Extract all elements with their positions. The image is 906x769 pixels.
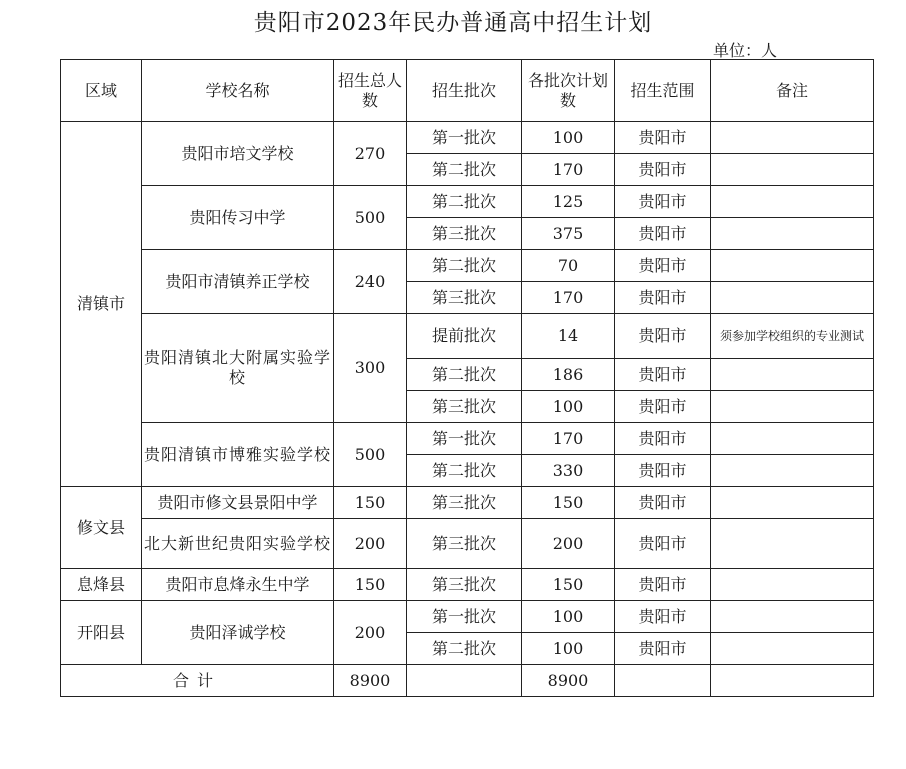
note-cell (711, 455, 874, 487)
total-cell: 150 (334, 487, 407, 519)
scope-cell: 贵阳市 (615, 487, 711, 519)
unit-label: 单位：人 (713, 41, 778, 60)
scope-cell: 贵阳市 (615, 282, 711, 314)
region-cell: 息烽县 (61, 569, 142, 601)
header-scope: 招生范围 (615, 60, 711, 122)
count-cell: 70 (522, 250, 615, 282)
region-cell: 修文县 (61, 487, 142, 569)
school-name-cell: 贵阳市息烽永生中学 (142, 569, 334, 601)
table-row (61, 519, 874, 569)
scope-cell: 贵阳市 (615, 633, 711, 665)
summary-batch-total: 8900 (522, 665, 615, 697)
note-cell (711, 519, 874, 569)
count-cell: 100 (522, 601, 615, 633)
table-row (61, 122, 874, 154)
total-cell: 150 (334, 569, 407, 601)
scope-cell: 贵阳市 (615, 455, 711, 487)
school-name-cell: 贵阳市培文学校 (142, 122, 334, 186)
count-cell: 186 (522, 359, 615, 391)
table-row (61, 569, 874, 601)
table-row (61, 487, 874, 519)
batch-cell: 第二批次 (407, 186, 522, 218)
school-name-cell: 贵阳泽诚学校 (142, 601, 334, 665)
count-cell: 150 (522, 569, 615, 601)
region-cell: 开阳县 (61, 601, 142, 665)
scope-cell: 贵阳市 (615, 250, 711, 282)
scope-cell: 贵阳市 (615, 423, 711, 455)
batch-cell: 第一批次 (407, 122, 522, 154)
summary-empty-scope (615, 665, 711, 697)
total-cell: 300 (334, 314, 407, 423)
note-cell (711, 186, 874, 218)
total-cell: 240 (334, 250, 407, 314)
scope-cell: 贵阳市 (615, 391, 711, 423)
batch-cell: 第三批次 (407, 391, 522, 423)
page-title: 贵阳市2023年民办普通高中招生计划 (253, 10, 653, 36)
count-cell: 100 (522, 122, 615, 154)
summary-total: 8900 (334, 665, 407, 697)
note-cell (711, 569, 874, 601)
table-row (61, 314, 874, 359)
school-name-cell: 贵阳市清镇养正学校 (142, 250, 334, 314)
batch-cell: 提前批次 (407, 314, 522, 359)
batch-cell: 第一批次 (407, 423, 522, 455)
count-cell: 100 (522, 391, 615, 423)
school-name-cell: 贵阳市修文县景阳中学 (142, 487, 334, 519)
count-cell: 200 (522, 519, 615, 569)
header-batch-count: 各批次计划数 (522, 60, 615, 122)
table-row (61, 423, 874, 455)
total-cell: 500 (334, 186, 407, 250)
count-cell: 170 (522, 423, 615, 455)
scope-cell: 贵阳市 (615, 122, 711, 154)
count-cell: 125 (522, 186, 615, 218)
scope-cell: 贵阳市 (615, 601, 711, 633)
school-name-cell: 北大新世纪贵阳实验学校 (142, 519, 334, 569)
scope-cell: 贵阳市 (615, 314, 711, 359)
note-cell (711, 250, 874, 282)
count-cell: 170 (522, 154, 615, 186)
note-cell (711, 633, 874, 665)
count-cell: 330 (522, 455, 615, 487)
region-cell: 清镇市 (61, 122, 142, 487)
header-note: 备注 (711, 60, 874, 122)
note-cell (711, 218, 874, 250)
batch-cell: 第二批次 (407, 633, 522, 665)
note-cell: 须参加学校组织的专业测试 (711, 314, 874, 359)
table-row (61, 601, 874, 633)
batch-cell: 第二批次 (407, 250, 522, 282)
table-row (61, 186, 874, 218)
batch-cell: 第二批次 (407, 154, 522, 186)
count-cell: 170 (522, 282, 615, 314)
school-name-cell: 贵阳清镇北大附属实验学校 (142, 314, 334, 423)
note-cell (711, 122, 874, 154)
total-cell: 500 (334, 423, 407, 487)
header-total: 招生总人数 (334, 60, 407, 122)
summary-label: 合计 (61, 665, 334, 697)
note-cell (711, 487, 874, 519)
summary-empty-batch (407, 665, 522, 697)
count-cell: 375 (522, 218, 615, 250)
batch-cell: 第一批次 (407, 601, 522, 633)
batch-cell: 第三批次 (407, 282, 522, 314)
enrollment-plan-table (60, 59, 874, 697)
header-region: 区域 (61, 60, 142, 122)
header-row (61, 60, 874, 122)
note-cell (711, 282, 874, 314)
table-row (61, 250, 874, 282)
count-cell: 100 (522, 633, 615, 665)
batch-cell: 第三批次 (407, 519, 522, 569)
scope-cell: 贵阳市 (615, 154, 711, 186)
batch-cell: 第三批次 (407, 487, 522, 519)
total-cell: 200 (334, 601, 407, 665)
note-cell (711, 423, 874, 455)
scope-cell: 贵阳市 (615, 519, 711, 569)
batch-cell: 第三批次 (407, 218, 522, 250)
scope-cell: 贵阳市 (615, 359, 711, 391)
note-cell (711, 601, 874, 633)
summary-row (61, 665, 874, 697)
scope-cell: 贵阳市 (615, 186, 711, 218)
batch-cell: 第二批次 (407, 455, 522, 487)
note-cell (711, 154, 874, 186)
count-cell: 150 (522, 487, 615, 519)
note-cell (711, 391, 874, 423)
header-batch: 招生批次 (407, 60, 522, 122)
note-cell (711, 359, 874, 391)
summary-empty-note (711, 665, 874, 697)
scope-cell: 贵阳市 (615, 569, 711, 601)
count-cell: 14 (522, 314, 615, 359)
total-cell: 270 (334, 122, 407, 186)
batch-cell: 第三批次 (407, 569, 522, 601)
total-cell: 200 (334, 519, 407, 569)
batch-cell: 第二批次 (407, 359, 522, 391)
header-school: 学校名称 (142, 60, 334, 122)
scope-cell: 贵阳市 (615, 218, 711, 250)
school-name-cell: 贵阳清镇市博雅实验学校 (142, 423, 334, 487)
school-name-cell: 贵阳传习中学 (142, 186, 334, 250)
